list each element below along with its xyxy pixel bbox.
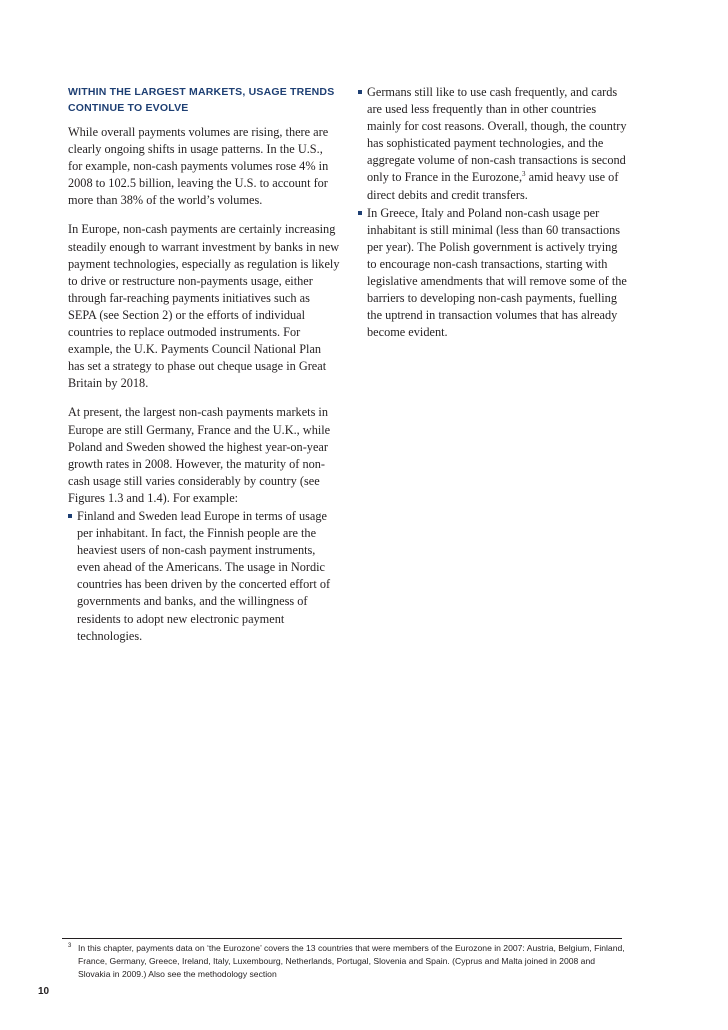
bullet-text-finland-sweden: Finland and Sweden lead Europe in terms of usage per inhabitant. In fact, the Finnish people are the heaviest users of non-cash payment instruments, even ahead of the Americans. The usage in Nordic countries has been driven by the concerted effort of governments and banks, and the willingness of residents to adopt new electronic payment technologies.: [77, 508, 331, 643]
bullet-text-germany-cont: amid heavy use of direct debits and credit transfers.: [367, 170, 619, 202]
bullet-text-germany: Germans still like to use cash frequently, and cards are used less frequently than in other countries mainly for cost reasons. Overall, though, the country has sophisticated payment technologies, and the aggregate volume of non-cash transactions is second only to France in the Eurozone,: [367, 85, 627, 185]
footnote-reference: 3: [522, 170, 526, 179]
footnote-text: In this chapter, payments data on ‘the Eurozone’ covers the 13 countries that were members of the Eurozone in 2007: Austria, Belgium, Finland, France, Germany, Greece, Ireland, Italy, Luxembourg, Netherlands, Portugal, Slovenia and Spain. (Cyprus and Malta joined in 2008 and Slovakia in 2009.) Also see the methodology section: [78, 943, 625, 979]
left-bullet-list: [68, 508, 340, 645]
paragraph-largest-markets: At present, the largest non-cash payments markets in Europe are still Germany, France and the U.K., while Poland and Sweden showed the highest year-on-year growth rates in 2008. However, the maturity of non-cash usage still varies considerably by country (see Figures 1.3 and 1.4). For example:: [68, 405, 331, 505]
list-item: [358, 84, 630, 204]
square-bullet-icon: [358, 211, 362, 215]
right-bullet-list: [358, 84, 630, 341]
footnote-number: 3: [68, 943, 72, 949]
list-item: [68, 508, 340, 645]
square-bullet-icon: [358, 90, 362, 94]
footnote-divider: [62, 938, 622, 939]
footnote: [68, 942, 628, 981]
left-column: [68, 84, 340, 645]
bullet-text-greece-italy-poland: In Greece, Italy and Poland non-cash usage per inhabitant is still minimal (less than 60 transactions per year). The Polish government is actively trying to encourage non-cash transactions, starting with legislative amendments that will remove some of the barriers to developing non-cash payments, fuelling the uptrend in transaction volumes that has already become evident.: [367, 205, 627, 340]
page-number: 10: [38, 986, 50, 997]
square-bullet-icon: [68, 514, 72, 518]
paragraph-us-volumes: While overall payments volumes are rising, there are clearly ongoing shifts in usage patterns. In the U.S., for example, non-cash payments volumes rose 4% in 2008 to 102.5 billion, leaving the U.S. to account for more than 38% of the world’s volumes.: [68, 125, 329, 208]
section-heading: WITHIN THE LARGEST MARKETS, USAGE TRENDS CONTINUE TO EVOLVE: [68, 86, 335, 114]
right-column: [358, 84, 630, 342]
paragraph-europe: In Europe, non-cash payments are certainly increasing steadily enough to warrant investment by banks in new payment technologies, especially as regulation is likely to drive or restructure non-payments usage, either through far-reaching payments initiatives such as SEPA (see Section 2) or the efforts of individual countries to replace outmoded instruments. For example, the U.K. Payments Council National Plan has set a strategy to phase out cheque usage in Great Britain by 2018.: [68, 222, 340, 391]
list-item: [358, 205, 630, 342]
